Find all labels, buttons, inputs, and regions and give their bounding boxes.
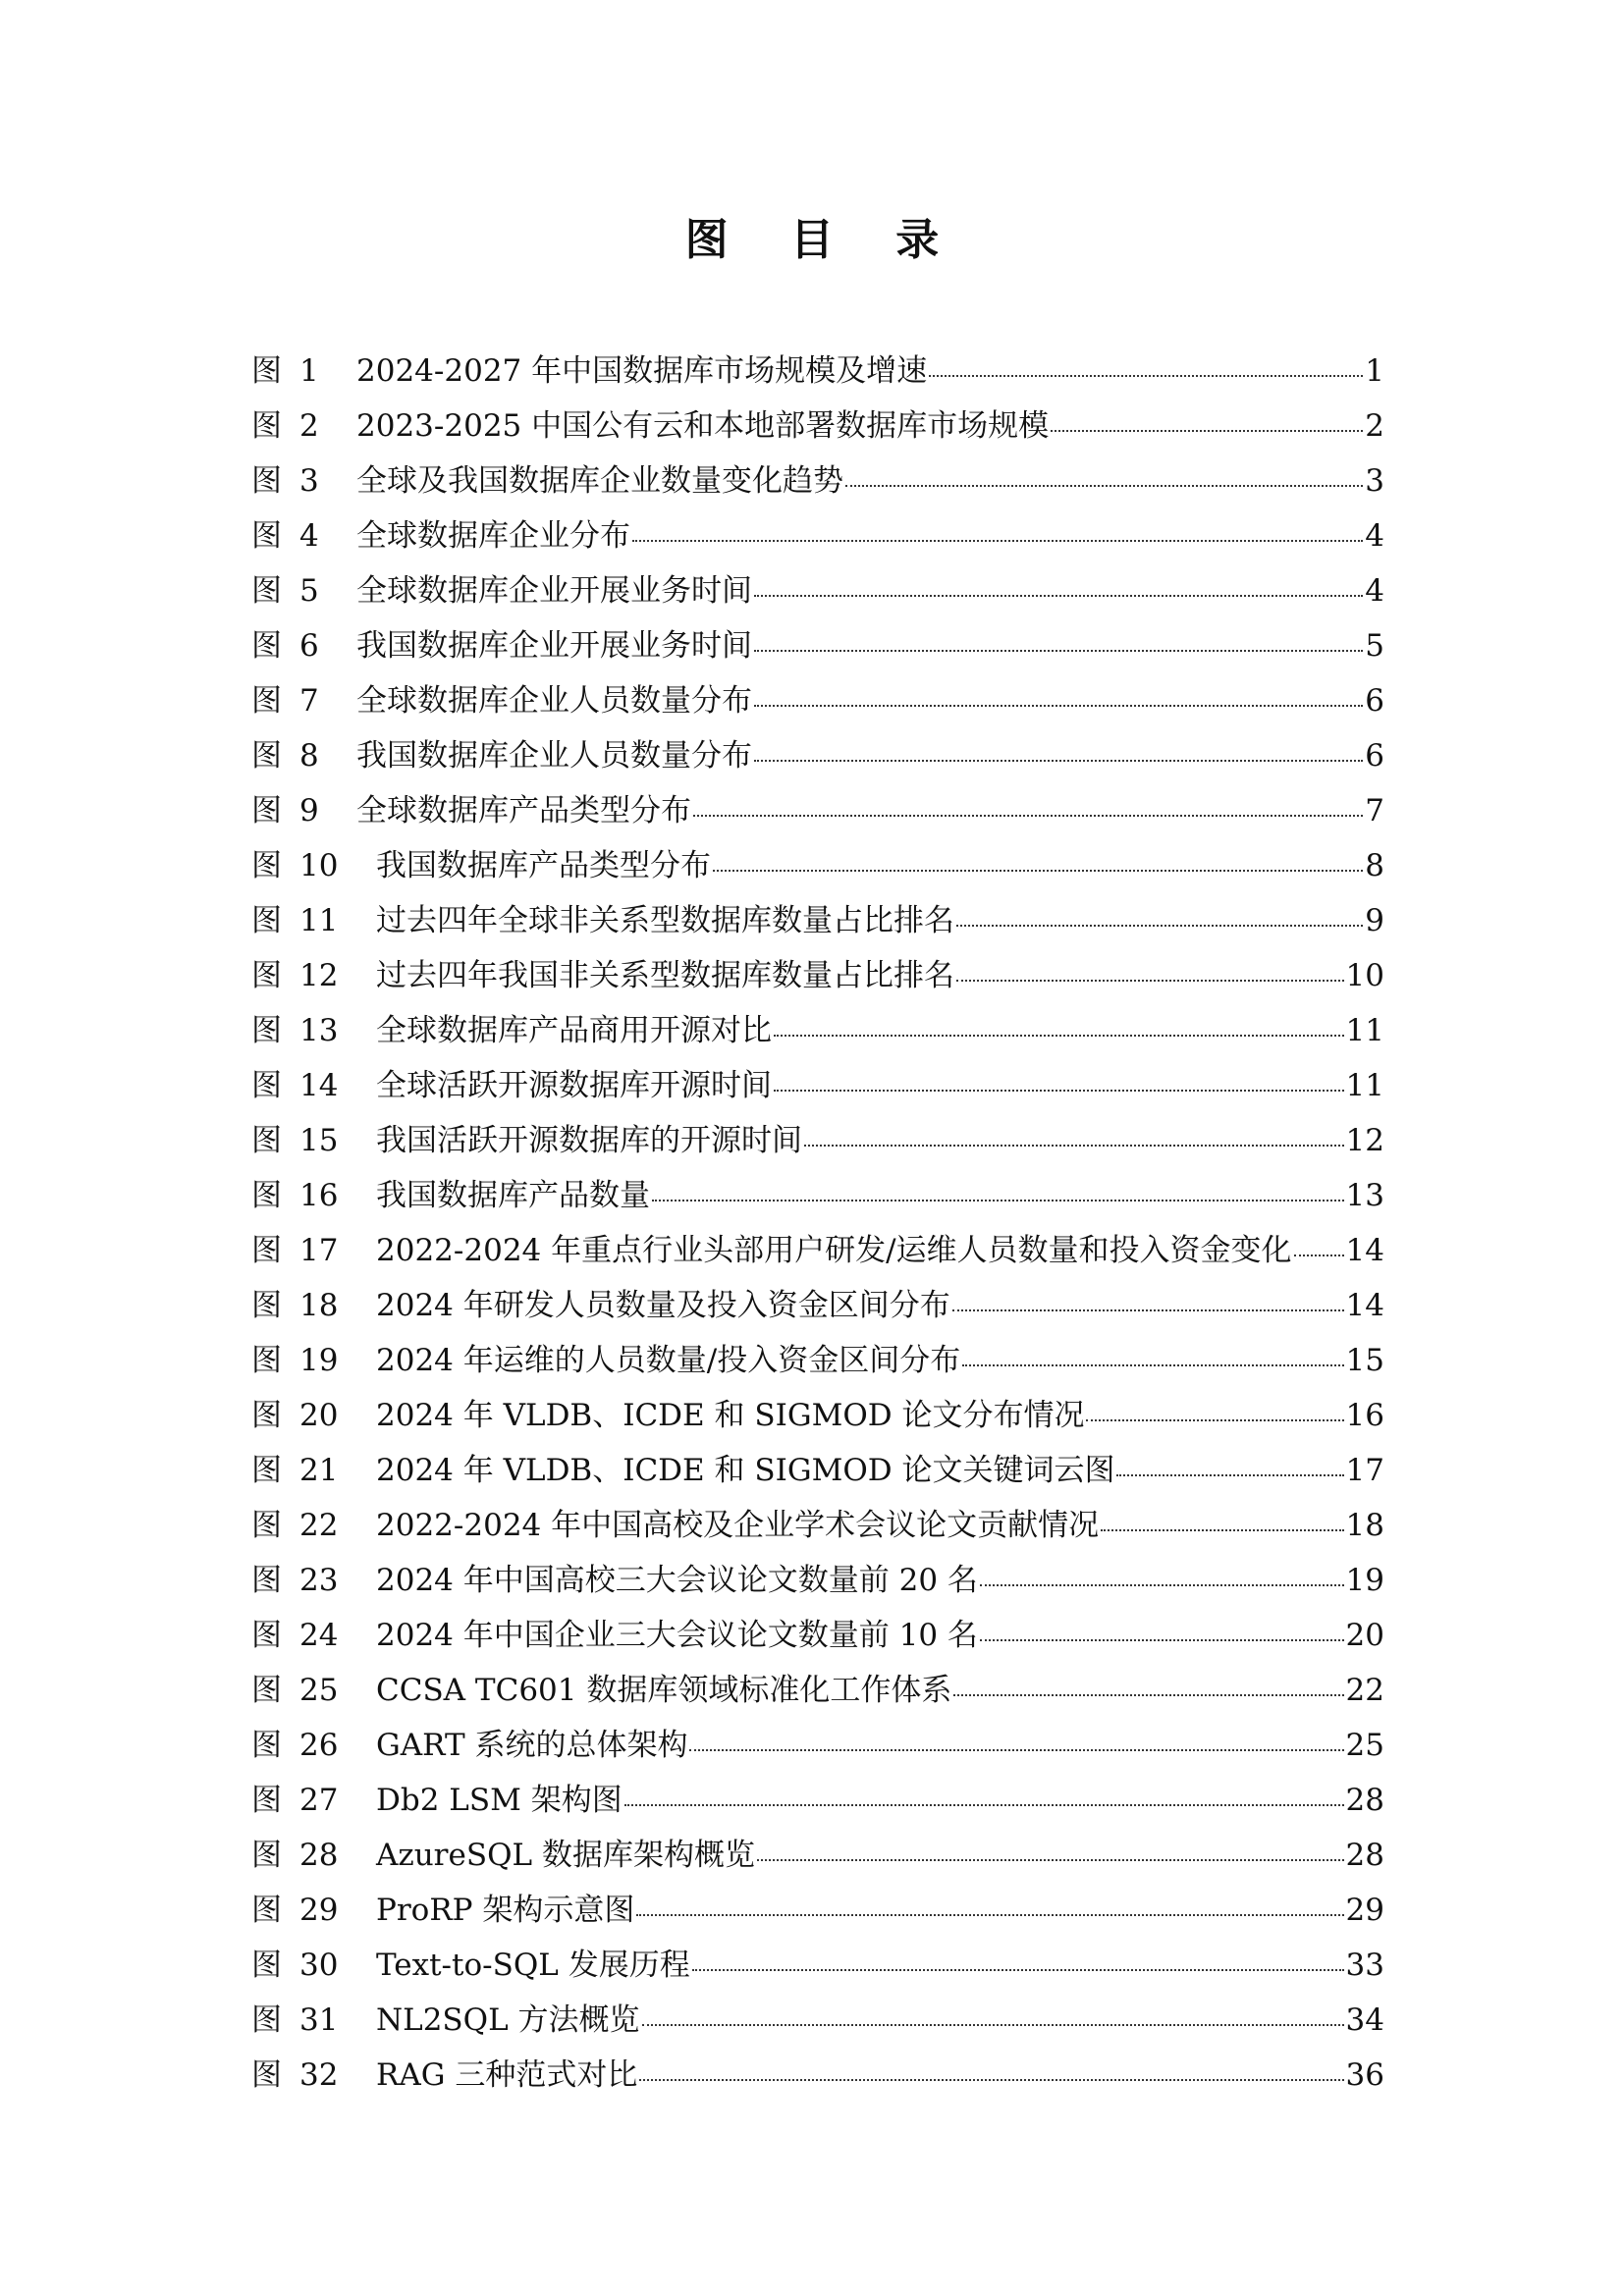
toc-figure-title: 2022-2024 年重点行业头部用户研发/运维人员数量和投入资金变化 xyxy=(376,1233,1292,1268)
toc-page-number: 10 xyxy=(1345,958,1384,993)
toc-figure-title: ProRP 架构示意图 xyxy=(376,1893,635,1928)
toc-figure-title: 全球数据库企业开展业务时间 xyxy=(356,573,752,609)
toc-figure-number: 5 xyxy=(299,573,319,609)
toc-entry-label xyxy=(251,675,752,726)
toc-figure-prefix: 图 xyxy=(251,1783,282,1818)
toc-figure-prefix: 图 xyxy=(251,628,282,664)
toc-dot-leader xyxy=(757,1832,1344,1861)
toc-figure-title: 2024 年中国高校三大会议论文数量前 20 名 xyxy=(376,1563,978,1598)
toc-entry-label xyxy=(251,1280,950,1331)
toc-figure-prefix: 图 xyxy=(251,463,282,499)
toc-dot-leader xyxy=(636,1887,1343,1916)
toc-figure-title: 全球数据库产品类型分布 xyxy=(356,793,691,828)
toc-dot-leader xyxy=(632,512,1363,542)
toc-entry-label xyxy=(251,400,1049,452)
toc-dot-leader xyxy=(693,787,1363,817)
toc-figure-title: 过去四年我国非关系型数据库数量占比排名 xyxy=(376,958,954,993)
toc-entry[interactable] xyxy=(251,1720,1384,1775)
toc-entry-label xyxy=(251,1500,1099,1551)
toc-figure-prefix: 图 xyxy=(251,903,282,938)
toc-figure-title: 2024 年 VLDB、ICDE 和 SIGMOD 论文关键词云图 xyxy=(376,1453,1115,1488)
toc-entry[interactable] xyxy=(251,675,1384,730)
toc-figure-number: 31 xyxy=(299,2002,339,2038)
toc-dot-leader xyxy=(639,2052,1343,2081)
toc-page-number: 19 xyxy=(1345,1563,1384,1598)
toc-page-number: 4 xyxy=(1365,573,1384,609)
toc-entry-label xyxy=(251,455,843,507)
toc-entry[interactable] xyxy=(251,1280,1384,1335)
toc-entry[interactable] xyxy=(251,2050,1384,2105)
toc-dot-leader xyxy=(962,1337,1343,1366)
toc-figure-number: 9 xyxy=(299,793,319,828)
toc-page-number: 20 xyxy=(1345,1618,1384,1653)
toc-entry-label xyxy=(251,1445,1114,1496)
toc-figure-prefix: 图 xyxy=(251,1453,282,1488)
toc-dot-leader xyxy=(956,952,1344,982)
toc-figure-number: 8 xyxy=(299,738,319,774)
toc-figure-number: 4 xyxy=(299,518,319,554)
toc-figure-title: 全球及我国数据库企业数量变化趋势 xyxy=(356,463,843,499)
toc-dot-leader xyxy=(953,1667,1343,1696)
toc-figure-prefix: 图 xyxy=(251,1178,282,1213)
toc-figure-prefix: 图 xyxy=(251,1563,282,1598)
toc-figure-prefix: 图 xyxy=(251,1013,282,1048)
toc-page-number: 1 xyxy=(1365,353,1384,389)
toc-dot-leader xyxy=(952,1282,1344,1311)
toc-entry-label xyxy=(251,730,752,781)
toc-figure-prefix: 图 xyxy=(251,1838,282,1873)
toc-figure-number: 11 xyxy=(299,903,339,938)
toc-entry-label xyxy=(251,1170,650,1221)
toc-entry-label xyxy=(251,785,691,836)
toc-figure-prefix: 图 xyxy=(251,2002,282,2038)
toc-entry[interactable] xyxy=(251,455,1384,510)
toc-figure-title: 2024 年 VLDB、ICDE 和 SIGMOD 论文分布情况 xyxy=(376,1398,1085,1433)
toc-entry[interactable] xyxy=(251,510,1384,565)
toc-figure-number: 15 xyxy=(299,1123,339,1158)
toc-entry[interactable] xyxy=(251,895,1384,950)
toc-dot-leader xyxy=(929,347,1363,377)
toc-figure-prefix: 图 xyxy=(251,353,282,389)
toc-dot-leader xyxy=(754,567,1363,597)
toc-figure-title: 全球数据库产品商用开源对比 xyxy=(376,1013,772,1048)
toc-dot-leader xyxy=(754,622,1363,652)
toc-figure-prefix: 图 xyxy=(251,1508,282,1543)
toc-figure-prefix: 图 xyxy=(251,2057,282,2093)
toc-entry-label xyxy=(251,1940,690,1991)
toc-entry[interactable] xyxy=(251,1060,1384,1115)
toc-page-number: 8 xyxy=(1365,848,1384,883)
toc-entry[interactable] xyxy=(251,1555,1384,1610)
toc-figure-number: 23 xyxy=(299,1563,339,1598)
toc-entry-label xyxy=(251,1995,640,2046)
toc-page-number: 36 xyxy=(1345,2057,1384,2093)
toc-page-number: 33 xyxy=(1345,1948,1384,1983)
toc-figure-prefix: 图 xyxy=(251,793,282,828)
toc-page-number: 28 xyxy=(1345,1838,1384,1873)
toc-page-number: 18 xyxy=(1345,1508,1384,1543)
page-title: 图 目 录 xyxy=(684,215,963,265)
toc-figure-number: 24 xyxy=(299,1618,339,1653)
toc-figure-number: 25 xyxy=(299,1673,339,1708)
toc-figure-number: 6 xyxy=(299,628,319,664)
toc-page-number: 11 xyxy=(1345,1068,1384,1103)
toc-figure-title: RAG 三种范式对比 xyxy=(376,2057,638,2093)
toc-page-number: 13 xyxy=(1345,1178,1384,1213)
toc-entry-label xyxy=(251,1610,978,1661)
toc-figure-title: AzureSQL 数据库架构概览 xyxy=(376,1838,755,1873)
toc-figure-title: 我国数据库企业人员数量分布 xyxy=(356,738,752,774)
toc-figure-number: 22 xyxy=(299,1508,339,1543)
toc-entry[interactable] xyxy=(251,785,1384,840)
toc-entry-label xyxy=(251,1555,978,1606)
toc-page-number: 7 xyxy=(1365,793,1384,828)
toc-page-number: 3 xyxy=(1365,463,1384,499)
toc-entry[interactable] xyxy=(251,1005,1384,1060)
toc-figure-title: 过去四年全球非关系型数据库数量占比排名 xyxy=(376,903,954,938)
toc-figure-number: 14 xyxy=(299,1068,339,1103)
toc-figure-number: 32 xyxy=(299,2057,339,2093)
toc-dot-leader xyxy=(956,897,1363,927)
toc-dot-leader xyxy=(624,1777,1344,1806)
toc-entry-label xyxy=(251,1720,687,1771)
toc-figure-prefix: 图 xyxy=(251,518,282,554)
toc-entry-label xyxy=(251,510,630,561)
toc-figure-number: 18 xyxy=(299,1288,339,1323)
toc-dot-leader xyxy=(1051,402,1363,432)
toc-figure-number: 30 xyxy=(299,1948,339,1983)
toc-figure-number: 12 xyxy=(299,958,339,993)
toc-figure-title: 全球活跃开源数据库开源时间 xyxy=(376,1068,772,1103)
toc-entry-label xyxy=(251,2050,637,2101)
toc-entry-label xyxy=(251,950,954,1001)
toc-page-number: 15 xyxy=(1345,1343,1384,1378)
toc-entry-label xyxy=(251,1005,772,1056)
toc-figure-prefix: 图 xyxy=(251,738,282,774)
toc-entry[interactable] xyxy=(251,1885,1384,1940)
toc-dot-leader xyxy=(804,1117,1344,1147)
toc-figure-title: GART 系统的总体架构 xyxy=(376,1728,688,1763)
toc-page-number: 22 xyxy=(1345,1673,1384,1708)
toc-figure-number: 16 xyxy=(299,1178,339,1213)
toc-entry[interactable] xyxy=(251,1500,1384,1555)
toc-figure-title: 我国数据库产品数量 xyxy=(376,1178,650,1213)
toc-figure-number: 28 xyxy=(299,1838,339,1873)
toc-dot-leader xyxy=(1116,1447,1343,1476)
toc-figure-prefix: 图 xyxy=(251,1233,282,1268)
toc-page-number: 17 xyxy=(1345,1453,1384,1488)
toc-figure-prefix: 图 xyxy=(251,1398,282,1433)
toc-figure-number: 13 xyxy=(299,1013,339,1048)
toc-dot-leader xyxy=(642,1997,1344,2026)
toc-entry-label xyxy=(251,346,927,397)
toc-entry-label xyxy=(251,1885,634,1936)
toc-entry[interactable] xyxy=(251,1775,1384,1830)
toc-entry-label xyxy=(251,840,711,891)
toc-entry-label xyxy=(251,1115,802,1166)
toc-entry[interactable] xyxy=(251,1335,1384,1390)
toc-dot-leader xyxy=(774,1007,1344,1037)
toc-figure-number: 1 xyxy=(299,353,319,389)
toc-entry[interactable] xyxy=(251,1115,1384,1170)
toc-figure-prefix: 图 xyxy=(251,1673,282,1708)
toc-figure-title: 2022-2024 年中国高校及企业学术会议论文贡献情况 xyxy=(376,1508,1100,1543)
toc-figure-number: 26 xyxy=(299,1728,339,1763)
toc-entry-label xyxy=(251,1665,951,1716)
toc-entry[interactable] xyxy=(251,1610,1384,1665)
toc-dot-leader xyxy=(754,677,1363,707)
toc-entry[interactable] xyxy=(251,400,1384,455)
toc-page-number: 12 xyxy=(1345,1123,1384,1158)
toc-entry[interactable] xyxy=(251,1170,1384,1225)
toc-figure-title: NL2SQL 方法概览 xyxy=(376,2002,640,2038)
toc-dot-leader xyxy=(1294,1227,1344,1256)
toc-figure-prefix: 图 xyxy=(251,1288,282,1323)
toc-page-number: 14 xyxy=(1345,1288,1384,1323)
toc-entry[interactable] xyxy=(251,1940,1384,1995)
toc-entry[interactable] xyxy=(251,565,1384,620)
toc-dot-leader xyxy=(692,1942,1344,1971)
toc-entry[interactable] xyxy=(251,730,1384,785)
toc-figure-number: 10 xyxy=(299,848,339,883)
toc-figure-title: 2024 年中国企业三大会议论文数量前 10 名 xyxy=(376,1618,978,1653)
toc-figure-prefix: 图 xyxy=(251,1618,282,1653)
toc-figure-number: 7 xyxy=(299,683,319,719)
toc-figure-prefix: 图 xyxy=(251,408,282,444)
toc-dot-leader xyxy=(845,457,1363,487)
toc-page-number: 25 xyxy=(1345,1728,1384,1763)
toc-figure-prefix: 图 xyxy=(251,683,282,719)
toc-figure-prefix: 图 xyxy=(251,1728,282,1763)
toc-figure-number: 21 xyxy=(299,1453,339,1488)
toc-entry-label xyxy=(251,620,752,671)
toc-entry-label xyxy=(251,895,954,946)
toc-page-number: 6 xyxy=(1365,738,1384,774)
toc-entry[interactable] xyxy=(251,1995,1384,2050)
toc-entry[interactable] xyxy=(251,1445,1384,1500)
toc-figure-prefix: 图 xyxy=(251,573,282,609)
toc-figure-prefix: 图 xyxy=(251,1893,282,1928)
toc-entry[interactable] xyxy=(251,1665,1384,1720)
toc-page-number: 28 xyxy=(1345,1783,1384,1818)
figure-toc-list xyxy=(251,346,1384,2105)
toc-entry-label xyxy=(251,1335,960,1386)
toc-entry-label xyxy=(251,1060,772,1111)
toc-page-number: 34 xyxy=(1345,2002,1384,2038)
toc-dot-leader xyxy=(980,1557,1344,1586)
toc-figure-title: 我国数据库企业开展业务时间 xyxy=(356,628,752,664)
toc-page-number: 11 xyxy=(1345,1013,1384,1048)
toc-figure-prefix: 图 xyxy=(251,958,282,993)
toc-entry[interactable] xyxy=(251,1390,1384,1445)
toc-entry-label xyxy=(251,565,752,616)
toc-page-number: 2 xyxy=(1365,408,1384,444)
toc-page-number: 14 xyxy=(1345,1233,1384,1268)
toc-dot-leader xyxy=(1101,1502,1343,1531)
toc-entry[interactable] xyxy=(251,346,1384,400)
toc-figure-title: 我国活跃开源数据库的开源时间 xyxy=(376,1123,802,1158)
toc-dot-leader xyxy=(1086,1392,1343,1421)
toc-figure-title: 我国数据库产品类型分布 xyxy=(376,848,711,883)
toc-dot-leader xyxy=(774,1062,1344,1092)
toc-entry[interactable] xyxy=(251,620,1384,675)
toc-figure-number: 29 xyxy=(299,1893,339,1928)
toc-figure-number: 20 xyxy=(299,1398,339,1433)
toc-figure-number: 17 xyxy=(299,1233,339,1268)
toc-figure-number: 27 xyxy=(299,1783,339,1818)
toc-figure-number: 3 xyxy=(299,463,319,499)
toc-entry-label xyxy=(251,1830,755,1881)
toc-page-number: 6 xyxy=(1365,683,1384,719)
toc-entry-label xyxy=(251,1390,1084,1441)
toc-entry[interactable] xyxy=(251,950,1384,1005)
toc-page-number: 4 xyxy=(1365,518,1384,554)
toc-figure-title: 2024 年研发人员数量及投入资金区间分布 xyxy=(376,1288,950,1323)
toc-figure-prefix: 图 xyxy=(251,1948,282,1983)
toc-dot-leader xyxy=(652,1172,1344,1201)
toc-dot-leader xyxy=(754,732,1363,762)
toc-dot-leader xyxy=(980,1612,1344,1641)
toc-figure-title: 2024-2027 年中国数据库市场规模及增速 xyxy=(356,353,928,389)
toc-entry[interactable] xyxy=(251,840,1384,895)
toc-entry-label xyxy=(251,1225,1292,1276)
toc-figure-title: 2024 年运维的人员数量/投入资金区间分布 xyxy=(376,1343,961,1378)
toc-figure-title: 2023-2025 中国公有云和本地部署数据库市场规模 xyxy=(356,408,1050,444)
toc-dot-leader xyxy=(689,1722,1343,1751)
toc-figure-prefix: 图 xyxy=(251,1068,282,1103)
toc-page-number: 29 xyxy=(1345,1893,1384,1928)
toc-page-number: 5 xyxy=(1365,628,1384,664)
toc-figure-title: CCSA TC601 数据库领域标准化工作体系 xyxy=(376,1673,952,1708)
toc-entry[interactable] xyxy=(251,1225,1384,1280)
toc-figure-title: 全球数据库企业分布 xyxy=(356,518,630,554)
toc-entry-label xyxy=(251,1775,623,1826)
toc-page-number: 9 xyxy=(1365,903,1384,938)
toc-entry[interactable] xyxy=(251,1830,1384,1885)
toc-figure-number: 2 xyxy=(299,408,319,444)
toc-dot-leader xyxy=(713,842,1363,872)
toc-figure-prefix: 图 xyxy=(251,1343,282,1378)
toc-figure-prefix: 图 xyxy=(251,1123,282,1158)
toc-page-number: 16 xyxy=(1345,1398,1384,1433)
toc-figure-prefix: 图 xyxy=(251,848,282,883)
toc-figure-title: Text-to-SQL 发展历程 xyxy=(376,1948,690,1983)
toc-figure-title: 全球数据库企业人员数量分布 xyxy=(356,683,752,719)
toc-figure-title: Db2 LSM 架构图 xyxy=(376,1783,623,1818)
toc-figure-number: 19 xyxy=(299,1343,339,1378)
